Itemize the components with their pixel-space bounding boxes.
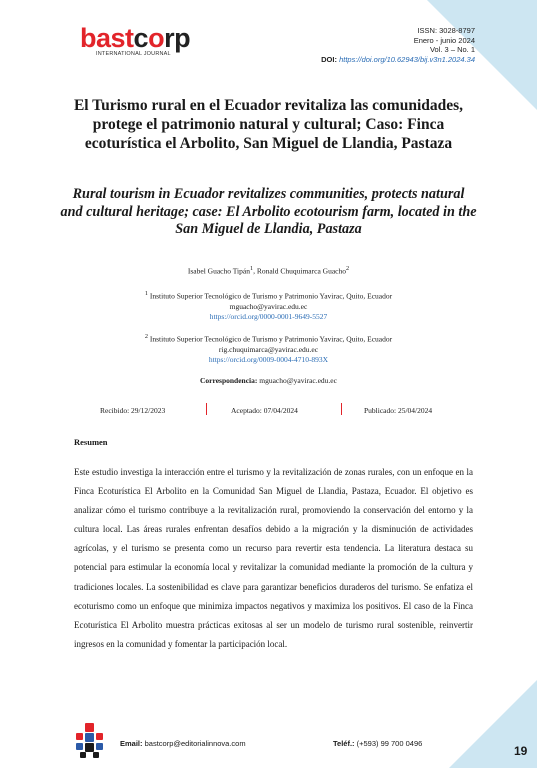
page-number: 19 bbox=[514, 744, 528, 758]
footer-phone bbox=[333, 739, 422, 748]
journal-logo bbox=[80, 24, 190, 57]
abstract-body: Este estudio investiga la interacción entre el turismo y la revitalización de zonas rurales, con un enfoque en la Finca Ecoturística El Arbolito en la Comunidad San Miguel de Llandia, Pastaza, Ecuador. El objetivo es analizar cómo el turismo contribuye a la revitalización rural, promoviendo la conservación del entorno y la cultura local. Las áreas rurales enfrentan desafíos debido a la migración y la disminución de actividades agrícolas, y el turismo se presenta como un recurso para revertir esta tendencia. La literatura destaca su potencial para estimular la economía local y revitalizar la comunidad mediante la promoción de la cultura y tradiciones locales. La sostenibilidad es clave para garantizar beneficios duraderos del turismo. Se enfatiza el ecoturismo como un enfoque que minimiza impactos negativos y maximiza los positivos. El caso de la Finca Ecoturística El Arbolito muestra prácticas exitosas al ser un modelo de turismo rural sostenible, reinvertir ingresos en la comunidad y fomentar la participación local. bbox=[74, 467, 473, 649]
correspondence bbox=[0, 376, 537, 385]
volume: Vol. 3 – No. 1 bbox=[429, 45, 475, 54]
article-title-spanish: El Turismo rural en el Ecuador revitaliza las comunidades, protege el patrimonio natural y cultural; Caso: Finca ecoturística el Arbolito, San Miguel de Llandia, Pastaza bbox=[73, 97, 464, 152]
footer-email-value[interactable]: bastcorp@editorialinnova.com bbox=[142, 739, 246, 748]
logo-subtitle: INTERNATIONAL JOURNAL bbox=[96, 51, 171, 57]
correspondence-label: Correspondencia: bbox=[200, 376, 258, 385]
affiliation-2: $^2$ Instituto Superior Tecnológico de Turismo y Patrimonio Yavirac, Quito, Ecuador rig.chuquimarca@yavirac.edu.ec https://orcid.org/0009-0004-4710-893X bbox=[0, 332, 537, 365]
issn: ISSN: 3028-8797 bbox=[417, 26, 475, 35]
affiliation-1: $^1$ Instituto Superior Tecnológico de Turismo y Patrimonio Yavirac, Quito, Ecuador mguacho@yavirac.edu.ec https://orcid.org/0000-0001-9649-5527 bbox=[0, 289, 537, 322]
date-accepted: Aceptado: 07/04/2024 bbox=[231, 406, 298, 415]
footer-phone-value: (+593) 99 700 0496 bbox=[354, 739, 423, 748]
date-separator bbox=[206, 403, 207, 415]
affiliation-email: rig.chuquimarca@yavirac.edu.ec bbox=[218, 344, 319, 354]
footer-email bbox=[120, 739, 246, 748]
period: Enero - junio 2024 bbox=[413, 35, 475, 45]
date-published: Publicado: 25/04/2024 bbox=[364, 406, 433, 415]
author-2-sup: 2 bbox=[345, 265, 350, 272]
date-separator bbox=[341, 403, 342, 415]
footer-phone-label: Teléf.: bbox=[333, 739, 355, 748]
author-1-sup: 1 bbox=[249, 265, 254, 272]
date-received: Recibido: 29/12/2023 bbox=[100, 406, 166, 415]
journal-info bbox=[321, 26, 475, 64]
publisher-logo-icon bbox=[74, 721, 106, 759]
affiliation-institution: Instituto Superior Tecnológico de Turismo y Patrimonio Yavirac, Quito, Ecuador bbox=[148, 334, 393, 344]
doi-line bbox=[321, 55, 475, 65]
doi-label: DOI: bbox=[321, 54, 337, 64]
doi-link[interactable]: https://doi.org/10.62943/bij.v3n1.2024.34 bbox=[339, 54, 475, 64]
author-list: Isabel Guacho Tipán$^1$, Ronald Chuquimarca Guacho$^2$ bbox=[187, 265, 350, 276]
orcid-link[interactable]: https://orcid.org/0000-0001-9649-5527 bbox=[209, 311, 328, 321]
affiliation-institution: Instituto Superior Tecnológico de Turismo y Patrimonio Yavirac, Quito, Ecuador bbox=[148, 291, 393, 301]
orcid-link[interactable]: https://orcid.org/0009-0004-4710-893X bbox=[208, 354, 329, 364]
correspondence-email: mguacho@yavirac.edu.ec bbox=[257, 376, 337, 385]
author-2: Ronald Chuquimarca Guacho bbox=[256, 266, 346, 276]
affiliation-email: mguacho@yavirac.edu.ec bbox=[229, 301, 308, 311]
article-title-english: Rural tourism in Ecuador revitalizes communities, protects natural and cultural heritage; case: El Arbolito ecotourism farm, located in the San Miguel de Llandia, Pastaza bbox=[60, 186, 477, 237]
abstract-heading: Resumen bbox=[74, 437, 108, 447]
author-1: Isabel Guacho Tipán bbox=[187, 266, 250, 276]
footer-email-label: Email: bbox=[120, 739, 143, 748]
logo-wordmark: bastcorp bbox=[80, 23, 191, 53]
